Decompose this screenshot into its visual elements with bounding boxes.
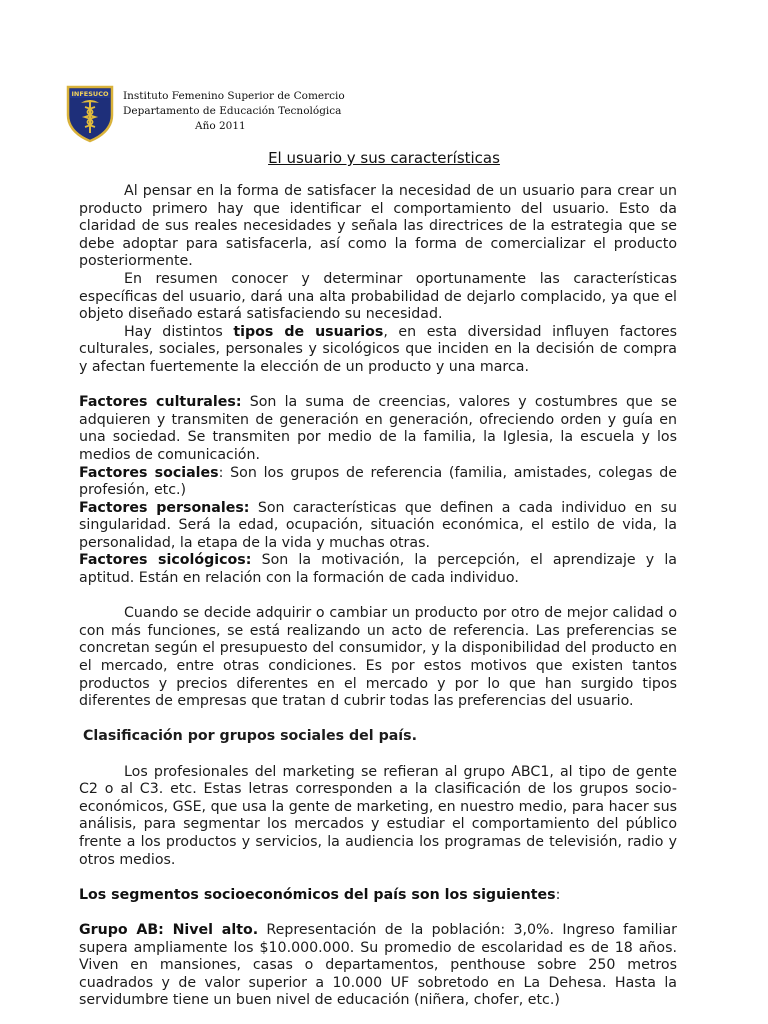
institution-header bbox=[123, 89, 345, 134]
factor-text: Son características que definen a cada individuo en su singularidad. Será la edad, ocupación, situación económica, el estilo de vida, la personalidad, la etapa de la vida y muchas otras. bbox=[79, 499, 677, 551]
classification-heading: Clasificación por grupos sociales del país. bbox=[83, 728, 418, 745]
factor-label: Factores sociales bbox=[79, 464, 219, 481]
factor-text: Son la motivación, la percepción, el aprendizaje y la aptitud. Están en relación con la formación de cada individuo. bbox=[79, 552, 677, 587]
group-ab-label: Grupo AB: Nivel alto. bbox=[79, 921, 259, 938]
year-label: Año 2011 bbox=[195, 120, 246, 132]
factor-label: Factores culturales: bbox=[79, 394, 242, 411]
intro-p3-post: , en esta diversidad influyen factores culturales, sociales, personales y sicológicos que inciden en la decisión de compra y afectan fuertemente la elección de un producto y una marca. bbox=[79, 323, 678, 375]
user-types-term: tipos de usuarios bbox=[233, 323, 384, 340]
department-name: Departamento de Educación Tecnológica bbox=[123, 105, 342, 117]
logo-text: INFESUCO bbox=[71, 90, 109, 98]
factor-label: Factores personales: bbox=[79, 499, 250, 516]
institution-name: Instituto Femenino Superior de Comercio bbox=[123, 90, 345, 102]
factor-psychological bbox=[79, 552, 677, 587]
segments-heading: Los segmentos socioeconómicos del país son los siguientes bbox=[79, 886, 556, 903]
intro-paragraph-3 bbox=[79, 324, 677, 377]
factor-text: : Son los grupos de referencia (familia, amistades, colegas de profesión, etc.) bbox=[79, 464, 677, 499]
group-ab-text: Representación de la población: 3,0%. Ingreso familiar supera ampliamente los $10.000.000. Su promedio de escolaridad es de 18 años. Viven en mansiones, casas o departamentos, penthouse sobre 250 metros cuadrados y de valor superior a 10.000 UF sobretodo en La Dehesa. Hasta la servidumbre tiene un buen nivel de educación (niñera, chofer, etc.) bbox=[79, 921, 677, 1009]
document-body bbox=[79, 183, 677, 1010]
factor-personal bbox=[79, 500, 677, 553]
segments-heading-line bbox=[79, 887, 677, 905]
infesuco-shield-logo bbox=[66, 85, 114, 143]
intro-paragraph-1: Al pensar en la forma de satisfacer la necesidad de un usuario para crear un producto primero hay que identificar el comportamiento del usuario. Esto da claridad de sus reales necesidades y señala las directrices de la estrategia que se debe adoptar para satisfacerla, así como la forma de comercializar el producto posteriormente. bbox=[79, 183, 677, 270]
classification-paragraph: Los profesionales del marketing se refieran al grupo ABC1, al tipo de gente C2 o al C3. etc. Estas letras corresponden a la clasificación de los grupos socio-económicos, GSE, que usa la gente de marketing, en nuestro medio, para hacer sus análisis, para segmentar los mercados y estudiar el comportamiento del público frente a los productos y servicios, la audiencia los programas de televisión, radio y otros medios. bbox=[79, 763, 677, 868]
intro-p3-pre: Hay distintos bbox=[124, 323, 234, 340]
document-title: El usuario y sus características bbox=[268, 149, 500, 167]
preferences-paragraph: Cuando se decide adquirir o cambiar un producto por otro de mejor calidad o con más funciones, se está realizando un acto de referencia. Las preferencias se concretan según el presupuesto del consumidor, y la disponibilidad del producto en el mercado, entre otras condiciones. Es por estos motivos que existen tantos productos y precios diferentes en el mercado y por lo que han surgido tipos diferentes de empresas que tratan d cubrir todas las preferencias del usuario. bbox=[79, 605, 677, 710]
factor-text: Son la suma de creencias, valores y costumbres que se adquieren y transmiten de generación en generación, ofreciendo orden y guía en una sociedad. Se transmiten por medio de la familia, la Iglesia, la escuela y los medios de comunicación. bbox=[79, 394, 677, 463]
group-ab-paragraph bbox=[79, 922, 677, 1010]
factor-social bbox=[79, 465, 677, 500]
factor-cultural bbox=[79, 394, 677, 464]
segments-heading-colon: : bbox=[555, 886, 561, 903]
intro-paragraph-2: En resumen conocer y determinar oportunamente las características específicas del usuario, dará una alta probabilidad de dejarlo complacido, ya que el objeto diseñado estará satisfaciendo su necesidad. bbox=[79, 270, 677, 323]
factor-label: Factores sicológicos: bbox=[79, 552, 252, 569]
